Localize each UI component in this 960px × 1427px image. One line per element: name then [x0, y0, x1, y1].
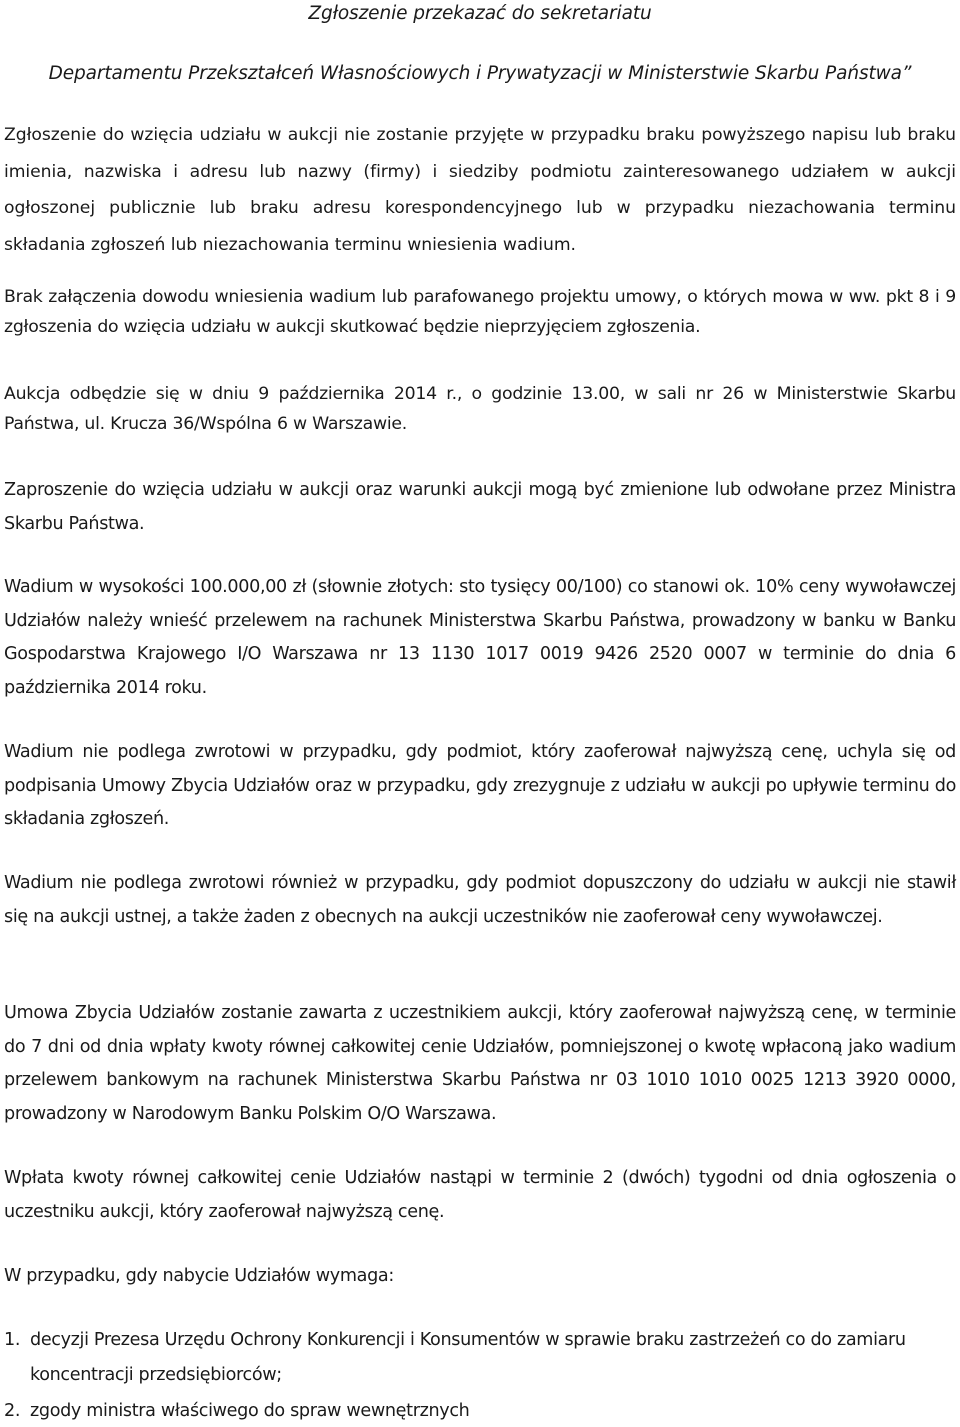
paragraph-deposit-nonrefundable: Wadium nie podlega zwrotowi w przypadku, gdy podmiot, który zaoferował najwyższą cenę, uchyla się od podpisania Umowy Zbycia Udziałów oraz w przypadku, gdy zrezygnuje z udziału w aukcji po upływie terminu do składania zgłoszeń. — [4, 742, 956, 829]
list-item-text: decyzji Prezesa Urzędu Ochrony Konkurencji i Konsumentów w sprawie braku zastrzeżeń co do zamiaru koncentracji przedsiębiorców; — [30, 1330, 906, 1385]
paragraph-invitation-changes: Zaproszenie do wzięcia udziału w aukcji oraz warunki aukcji mogą być zmienione lub odwołane przez Ministra Skarbu Państwa. — [4, 480, 956, 534]
paragraph-deposit-nonrefundable-2: Wadium nie podlega zwrotowi również w przypadku, gdy podmiot dopuszczony do udziału w aukcji nie stawił się na aukcji ustnej, a także żaden z obecnych na aukcji uczestników nie zaoferował ceny wywoławczej. — [4, 873, 956, 927]
paragraph-auction-date: Aukcja odbędzie się w dniu 9 października 2014 r., o godzinie 13.00, w sali nr 26 w Ministerstwie Skarbu Państwa, ul. Krucza 36/Wspólna 6 w Warszawie. — [4, 384, 956, 434]
list-item-number: 2. — [4, 1401, 21, 1421]
list-item-number: 1. — [4, 1330, 21, 1350]
paragraph-submission-rejection: Zgłoszenie do wzięcia udziału w aukcji nie zostanie przyjęte w przypadku braku powyższego napisu lub braku imienia, nazwiska i adresu lub nazwy (firmy) i siedziby podmiotu zainteresowanego udziałem w aukcji ogłoszonej publicznie lub braku adresu korespondencyjnego lub w przypadku niezachowania terminu składania zgłoszeń lub niezachowania terminu wniesienia wadium. — [4, 125, 956, 255]
requirements-list — [4, 1323, 956, 1427]
header-line-1: Zgłoszenie przekazać do sekretariatu — [308, 3, 652, 24]
paragraph-deposit-amount: Wadium w wysokości 100.000,00 zł (słownie złotych: sto tysięcy 00/100) co stanowi ok. 10% ceny wywoławczej Udziałów należy wnieść przelewem na rachunek Ministerstwa Skarbu Państwa, prowadzony w banku w Banku Gospodarstwa Krajowego I/O Warszawa nr 13 1130 1017 0019 9426 2520 0007 w terminie do dnia 6 października 2014 roku. — [4, 577, 956, 698]
paragraph-sale-agreement: Umowa Zbycia Udziałów zostanie zawarta z uczestnikiem aukcji, który zaoferował najwyższą cenę, w terminie do 7 dni od dnia wpłaty kwoty równej całkowitej cenie Udziałów, pomniejszonej o kwotę wpłaconą jako wadium przelewem bankowym na rachunek Ministerstwa Skarbu Państwa nr 03 1010 1010 0025 1213 3920 0000, prowadzony w Narodowym Banku Polskim O/O Warszawa. — [4, 1003, 956, 1124]
list-item — [4, 1395, 956, 1427]
paragraph-missing-attachments: Brak załączenia dowodu wniesienia wadium lub parafowanego projektu umowy, o których mowa w ww. pkt 8 i 9 zgłoszenia do wzięcia udziału w aukcji skutkować będzie nieprzyjęciem zgłoszenia. — [4, 287, 956, 337]
header-line-2: Departamentu Przekształceń Własnościowych i Prywatyzacji w Ministerstwie Skarbu Państwa” — [48, 63, 912, 84]
paragraph-requirements-intro: W przypadku, gdy nabycie Udziałów wymaga: — [4, 1266, 394, 1286]
list-item-text: zgody ministra właściwego do spraw wewnętrznych — [30, 1401, 470, 1421]
paragraph-payment-term: Wpłata kwoty równej całkowitej cenie Udziałów nastąpi w terminie 2 (dwóch) tygodni od dnia ogłoszenia o uczestniku aukcji, który zaoferował najwyższą cenę. — [4, 1168, 956, 1222]
list-item — [4, 1323, 956, 1393]
